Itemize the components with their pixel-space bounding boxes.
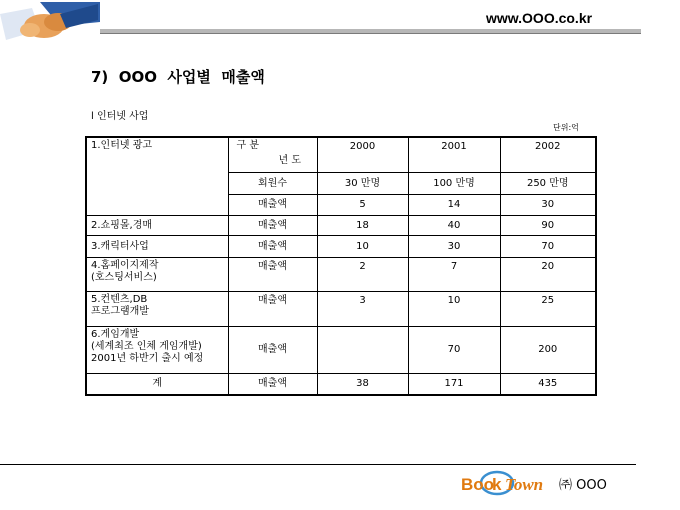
table-cell: 25 [500, 292, 596, 327]
table-cell: 30 [408, 236, 500, 258]
table-row [86, 292, 596, 327]
footer-divider [0, 464, 636, 465]
table-cell: 171 [408, 374, 500, 395]
table-cell: 30 [500, 195, 596, 216]
category-cell: 3.캐릭터사업 [86, 236, 228, 258]
table-cell: 38 [317, 374, 408, 395]
row-label: 매출액 [228, 195, 317, 216]
svg-text:k: k [492, 475, 502, 494]
table-cell: 250 만명 [500, 173, 596, 195]
svg-text:Boo: Boo [461, 475, 495, 494]
table-cell: 3 [317, 292, 408, 327]
category-line: 5.컨텐츠,DB [91, 294, 148, 305]
table-cell: 70 [500, 236, 596, 258]
table-cell: 2 [317, 258, 408, 292]
table-cell: 200 [500, 327, 596, 374]
total-label: 계 [86, 374, 228, 395]
unit-label: 단위:억 [553, 123, 579, 132]
table-cell: 40 [408, 216, 500, 236]
company-name: ㈜ OOO [559, 478, 607, 493]
row-label: 매출액 [228, 236, 317, 258]
table-cell: 70 [408, 327, 500, 374]
table-row [86, 236, 596, 258]
table-cell: 14 [408, 195, 500, 216]
table-cell [317, 327, 408, 374]
table-cell: 10 [317, 236, 408, 258]
table-cell: 100 만명 [408, 173, 500, 195]
category-line: (호스팅서비스) [91, 272, 157, 283]
row-label: 매출액 [228, 292, 317, 327]
category-line: 2001년 하반기 출시 예정 [91, 353, 204, 364]
row-label: 회원수 [228, 173, 317, 195]
category-cell: 2.쇼핑몰,경매 [86, 216, 228, 236]
table-cell: 435 [500, 374, 596, 395]
table-cell: 20 [500, 258, 596, 292]
category-line: 프로그램개발 [91, 306, 149, 317]
table-cell: 5 [317, 195, 408, 216]
table-row [86, 327, 596, 374]
category-cell: 1.인터넷 광고 [86, 137, 228, 216]
row-label: 매출액 [228, 258, 317, 292]
category-cell [86, 258, 228, 292]
category-cell [86, 292, 228, 327]
booktown-logo [461, 470, 547, 496]
section-subtitle: l 인터넷 사업 [91, 111, 149, 122]
header-divider [100, 29, 641, 34]
category-line: (세계최조 인체 게임개발) [91, 341, 202, 352]
svg-text:Town: Town [505, 475, 544, 494]
category-line: 6.게임개발 [91, 329, 140, 340]
year-header: 2001 [408, 137, 500, 173]
table-cell: 10 [408, 292, 500, 327]
year-label: 년 도 [278, 155, 301, 166]
category-cell [86, 327, 228, 374]
table-row [86, 258, 596, 292]
gubun-label: 구 분 [236, 140, 259, 151]
table-cell: 18 [317, 216, 408, 236]
site-url[interactable]: www.OOO.co.kr [486, 10, 593, 26]
handshake-image [0, 0, 100, 48]
table-row [86, 216, 596, 236]
sales-table [85, 136, 597, 396]
year-header: 2000 [317, 137, 408, 173]
gubun-header [228, 137, 317, 173]
category-line: 4.홈페이지제작 [91, 260, 159, 271]
table-cell: 90 [500, 216, 596, 236]
year-header: 2002 [500, 137, 596, 173]
row-label: 매출액 [228, 327, 317, 374]
table-cell: 30 만명 [317, 173, 408, 195]
page-title: 7) OOO 사업별 매출액 [91, 68, 265, 86]
table-cell: 7 [408, 258, 500, 292]
total-row [86, 374, 596, 395]
row-label: 매출액 [228, 374, 317, 395]
table-header-row [86, 137, 596, 173]
row-label: 매출액 [228, 216, 317, 236]
